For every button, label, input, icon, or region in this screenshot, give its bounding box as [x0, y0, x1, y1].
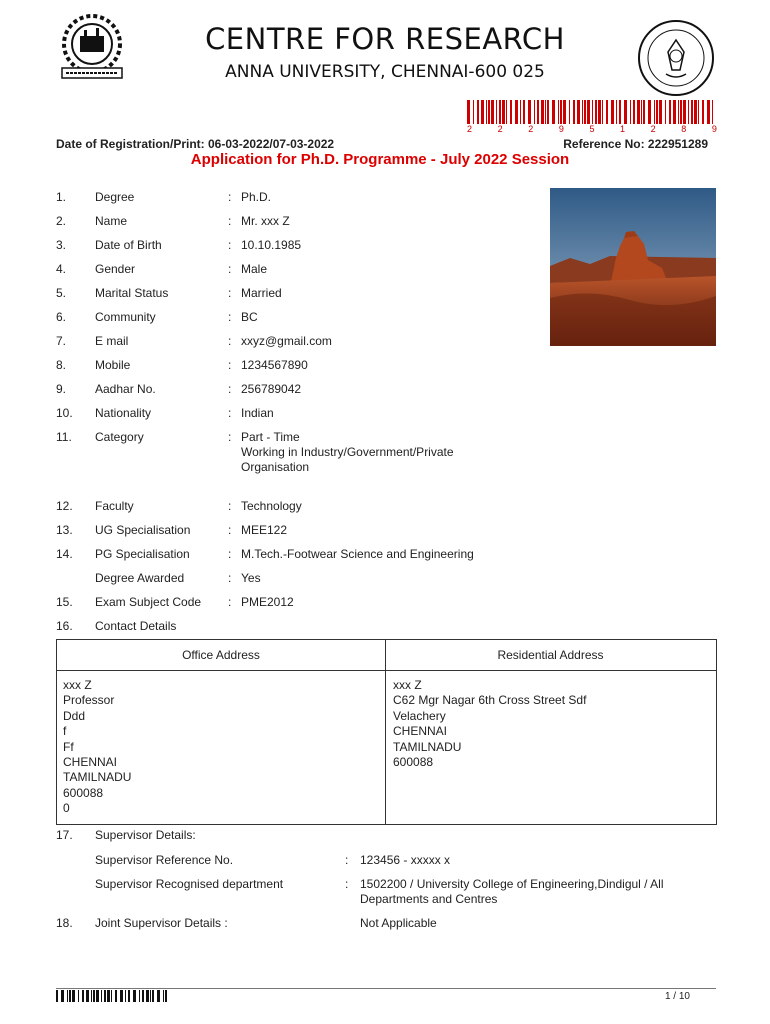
field-value-line: 256789042 [241, 382, 302, 396]
field-value [241, 214, 521, 229]
barcode-digit: 9 [711, 124, 717, 134]
field-number: 1. [56, 190, 67, 204]
field-value [360, 877, 710, 907]
address-line: xxx Z [393, 678, 422, 692]
address-line: C62 Mgr Nagar 6th Cross Street Sdf [393, 693, 587, 708]
field-label: Date of Birth [95, 238, 162, 252]
field-number [56, 571, 95, 586]
field-label: Exam Subject Code [95, 595, 202, 609]
field-label: Community [95, 310, 156, 324]
field-value [241, 262, 521, 277]
field-row [56, 310, 521, 325]
field-colon: : [228, 310, 232, 324]
field-label: Contact Details [95, 619, 177, 633]
barcode-digit: 2 [497, 124, 503, 134]
field-row [56, 619, 228, 633]
field-row [56, 595, 521, 610]
field-number: 5. [56, 286, 67, 300]
column-divider [385, 640, 386, 824]
field-row [56, 523, 521, 538]
field-value-line: MEE122 [241, 523, 288, 537]
field-colon: : [228, 382, 232, 396]
field-value [241, 382, 521, 397]
field-number: 2. [56, 214, 67, 228]
address-line: TAMILNADU [63, 770, 132, 785]
address-line: TAMILNADU [393, 739, 462, 754]
barcode-digits [467, 124, 717, 134]
field-value [241, 547, 521, 562]
field-value-line: Ph.D. [241, 190, 272, 204]
field-value-line: xxyz@gmail.com [241, 334, 332, 348]
field-value [241, 286, 521, 301]
office-address [63, 678, 131, 817]
field-colon: : [228, 214, 232, 228]
field-number: 17. [56, 828, 73, 842]
field-row [56, 214, 521, 229]
address-line: Ddd [63, 708, 86, 723]
field-value-line: Organisation [241, 460, 310, 474]
field-value [241, 523, 521, 538]
barcode-digit: 2 [528, 124, 534, 134]
supervisor-dept-row [56, 877, 710, 907]
contact-details-table [56, 639, 717, 825]
field-value-line: Mr. xxx Z [241, 214, 290, 228]
field-number: 11. [56, 430, 72, 444]
field-colon: : [228, 523, 232, 537]
field-label: Degree [95, 190, 135, 204]
field-value-line: 1502200 / University College of Engineering,Dindigul / All [360, 877, 664, 891]
field-row [56, 358, 521, 373]
field-number: 4. [56, 262, 67, 276]
field-row [56, 499, 521, 514]
field-value [241, 499, 521, 514]
field-label: Supervisor Recognised department [95, 877, 284, 891]
field-colon: : [345, 853, 349, 867]
page-subtitle: ANNA UNIVERSITY, CHENNAI-600 025 [225, 62, 545, 82]
field-row [56, 286, 521, 301]
field-row [56, 334, 521, 349]
address-line: xxx Z [63, 678, 92, 692]
field-number: 10. [56, 406, 73, 420]
field-colon: : [228, 406, 232, 420]
reference-number: Reference No: 222951289 [563, 137, 708, 151]
field-value-line: Part - Time [241, 430, 300, 444]
field-label: UG Specialisation [95, 523, 191, 537]
applicant-photo [550, 188, 716, 346]
field-colon: : [228, 547, 232, 561]
address-line: CHENNAI [393, 724, 448, 739]
field-row [56, 547, 521, 562]
field-number: 15. [56, 595, 73, 609]
supervisor-ref-row [56, 853, 710, 868]
field-value [241, 310, 521, 325]
field-value-line: M.Tech.-Footwear Science and Engineering [241, 547, 474, 561]
field-row [56, 382, 521, 397]
field-value [241, 571, 521, 586]
address-line: 600088 [393, 755, 434, 770]
field-colon: : [228, 334, 232, 348]
field-number: 12. [56, 499, 73, 513]
field-value-line: Male [241, 262, 268, 276]
barcode-digit: 2 [650, 124, 656, 134]
field-colon: : [228, 262, 232, 276]
field-number: 9. [56, 382, 67, 396]
field-label: Supervisor Details: [95, 828, 196, 842]
residential-address [393, 678, 586, 770]
supervisor-heading-row [56, 828, 196, 842]
page-number: 1 / 10 [664, 991, 690, 1002]
barcode-digit: 5 [589, 124, 595, 134]
field-value [241, 406, 521, 421]
application-title: Application for Ph.D. Programme - July 2022 Session [190, 151, 570, 168]
field-value-line: 1234567890 [241, 358, 308, 372]
field-value-line: BC [241, 310, 258, 324]
address-line: Ff [63, 739, 74, 754]
field-label: Marital Status [95, 286, 169, 300]
registration-date: Date of Registration/Print: 06-03-2022/07-03-2022 [56, 137, 335, 151]
field-value-line: PME2012 [241, 595, 294, 609]
field-row [56, 190, 521, 205]
field-row [56, 406, 521, 421]
field-value-line: Married [241, 286, 282, 300]
field-colon: : [228, 190, 232, 204]
field-label: Aadhar No. [95, 382, 156, 396]
field-colon: : [228, 238, 232, 252]
joint-supervisor-row [56, 916, 710, 931]
field-label: Nationality [95, 406, 152, 420]
address-line: f [63, 724, 67, 739]
field-value [241, 334, 521, 349]
field-label: Gender [95, 262, 136, 276]
field-value-line: Working in Industry/Government/Private [241, 445, 454, 459]
address-line: 0 [63, 801, 70, 816]
address-line: Velachery [393, 708, 446, 723]
field-label: Joint Supervisor Details : [95, 916, 228, 930]
field-colon: : [345, 877, 349, 891]
field-value [241, 190, 521, 205]
barcode-digit: 1 [620, 124, 626, 134]
field-value [241, 430, 521, 475]
field-number: 8. [56, 358, 67, 372]
residential-address-header: Residential Address [385, 640, 716, 671]
field-label: Name [95, 214, 128, 228]
field-value-line: Departments and Centres [360, 892, 498, 906]
field-label: Supervisor Reference No. [95, 853, 234, 867]
address-line: 600088 [63, 785, 104, 800]
field-value [241, 238, 521, 253]
field-row [56, 262, 521, 277]
field-value-line: Technology [241, 499, 302, 513]
field-number: 16. [56, 619, 73, 633]
field-number: 13. [56, 523, 73, 537]
field-row [56, 571, 521, 586]
field-label: Mobile [95, 358, 131, 372]
field-colon: : [228, 571, 232, 585]
footer-divider [56, 988, 716, 989]
office-address-header: Office Address [57, 640, 385, 671]
field-colon: : [228, 286, 232, 300]
address-line: Professor [63, 693, 115, 708]
barcode-digit: 9 [558, 124, 564, 134]
field-label: E mail [95, 334, 129, 348]
field-row [56, 430, 521, 475]
field-value: 123456 - xxxxx x [360, 853, 451, 867]
field-value [241, 595, 521, 610]
field-label: Faculty [95, 499, 134, 513]
page-title: CENTRE FOR RESEARCH [205, 22, 565, 56]
field-row [56, 238, 521, 253]
field-label: Degree Awarded [95, 571, 185, 585]
barcode-digit: 8 [681, 124, 687, 134]
field-colon: : [228, 595, 232, 609]
field-number: 7. [56, 334, 67, 348]
field-colon: : [228, 430, 232, 444]
field-number: 3. [56, 238, 67, 252]
field-label: PG Specialisation [95, 547, 190, 561]
field-colon: : [228, 358, 232, 372]
field-number: 18. [56, 916, 73, 930]
field-value-line: Indian [241, 406, 274, 420]
address-line: CHENNAI [63, 755, 118, 770]
reference-barcode [467, 100, 717, 124]
field-label: Category [95, 430, 144, 444]
footer-barcode [56, 990, 168, 1002]
field-value [241, 358, 521, 373]
field-value-line: Yes [241, 571, 261, 585]
barcode-digit: 2 [467, 124, 473, 134]
field-number: 14. [56, 547, 73, 561]
field-value: Not Applicable [360, 916, 437, 930]
field-number: 6. [56, 310, 67, 324]
field-colon: : [228, 499, 232, 513]
field-value-line: 10.10.1985 [241, 238, 302, 252]
